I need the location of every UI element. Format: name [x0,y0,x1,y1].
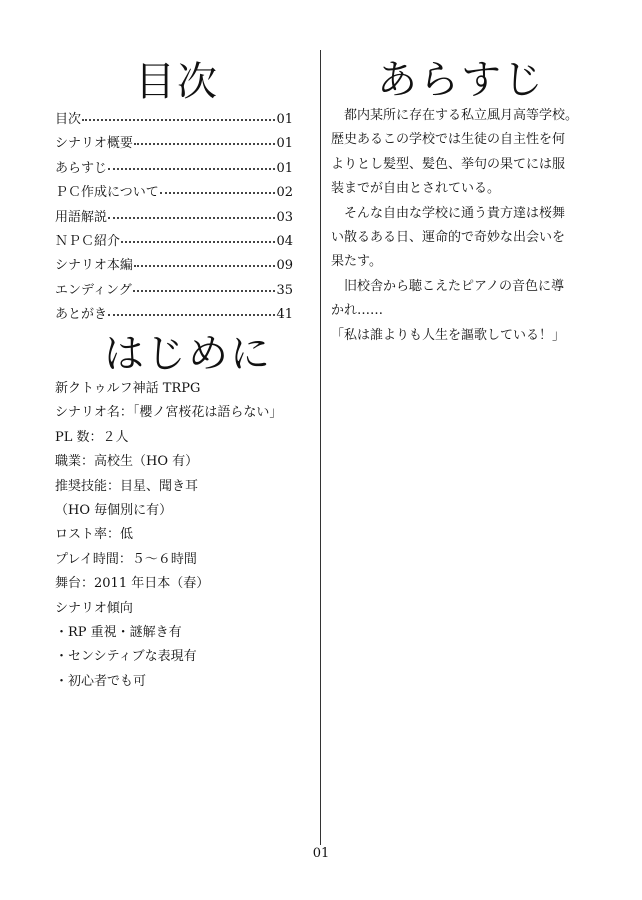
toc-item [55,254,293,278]
toc-item-label: ＮＰＣ紹介 [55,233,121,249]
synopsis-line: かれ…… [331,303,384,319]
toc-dot-leader [160,183,276,196]
toc-item [55,108,293,132]
toc-item-page: 01 [276,136,293,152]
toc-dot-leader [121,232,275,245]
synopsis-line: い散るある日、運命的で奇妙な出会いを [331,229,566,245]
toc-item-page: 35 [276,282,293,298]
overview-line: シナリオ傾向 [55,600,133,616]
intro-heading: はじめに [104,331,272,377]
toc-item [55,230,293,254]
overview-line: 推奨技能：目星、聞き耳 [55,478,199,494]
toc-item-label: 目次 [55,112,82,127]
overview-line: プレイ時間：５～６時間 [55,551,197,567]
toc-dot-leader [108,208,275,221]
toc-item-page: 02 [276,185,293,201]
toc-dot-leader [133,281,276,294]
toc-item [55,181,293,205]
toc-item-label: 用語解説 [55,209,108,225]
overview-line: 職業：高校生（HO 有） [55,454,199,470]
overview-line: ・センシティブな表現有 [55,649,197,665]
toc-item [55,132,293,156]
toc-item [55,303,293,327]
toc-dot-leader [134,134,276,147]
toc-item [55,279,293,303]
toc-item-page: 04 [276,233,293,249]
overview-line: PL 数：２人 [55,429,129,445]
toc-item-label: あらすじ [55,160,108,176]
overview-line: ロスト率：低 [55,527,134,543]
toc-item-page: 01 [276,112,293,127]
toc-dot-leader [134,256,276,269]
page-number: 01 [312,846,330,861]
overview-line: ・RP 重視・謎解き有 [55,624,182,640]
toc-item-label: シナリオ本編 [55,258,133,274]
synopsis-line: 「私は誰よりも人生を謳歌している！」 [331,327,566,343]
toc-dot-leader [82,110,275,123]
toc-item-label: シナリオ概要 [55,136,133,152]
toc-item-page: 09 [276,258,293,274]
toc-heading: 目次 [135,59,219,105]
synopsis-heading: あらすじ [377,57,545,103]
toc-dot-leader [108,159,275,172]
toc-dot-leader [108,305,275,318]
toc-item [55,157,293,181]
toc-item-label: エンディング [55,282,132,298]
overview-line: 舞台：2011 年日本（春） [55,576,210,592]
table-of-contents [55,108,293,328]
toc-item-label: ＰＣ作成について [55,185,159,201]
synopsis-body [331,104,593,348]
scenario-overview [55,377,305,694]
column-divider [320,50,321,845]
synopsis-line: 都内某所に存在する私立風月高等学校。 [331,108,579,123]
synopsis-line: 装までが自由とされている。 [331,181,501,197]
toc-item-page: 01 [276,160,293,176]
synopsis-line: 旧校舎から聴こえたピアノの音色に導 [331,278,564,294]
synopsis-line: 歴史あるこの学校では生徒の自主性を何 [331,132,566,148]
toc-item-page: 41 [276,307,293,323]
toc-item-page: 03 [276,209,293,225]
toc-item [55,206,293,230]
synopsis-line: 果たす。 [331,254,382,270]
overview-line: シナリオ名：「櫻ノ宮桜花は語らない」 [55,405,283,421]
overview-line: 新クトゥルフ神話 TRPG [55,381,201,396]
synopsis-line: そんな自由な学校に通う貴方達は桜舞 [331,205,566,221]
overview-line: ・初心者でも可 [55,673,147,689]
overview-line: （HO 毎個別に有） [55,502,173,518]
toc-item-label: あとがき [55,307,108,323]
synopsis-line: よりとし髪型、髪色、挙句の果てには服 [331,156,566,172]
